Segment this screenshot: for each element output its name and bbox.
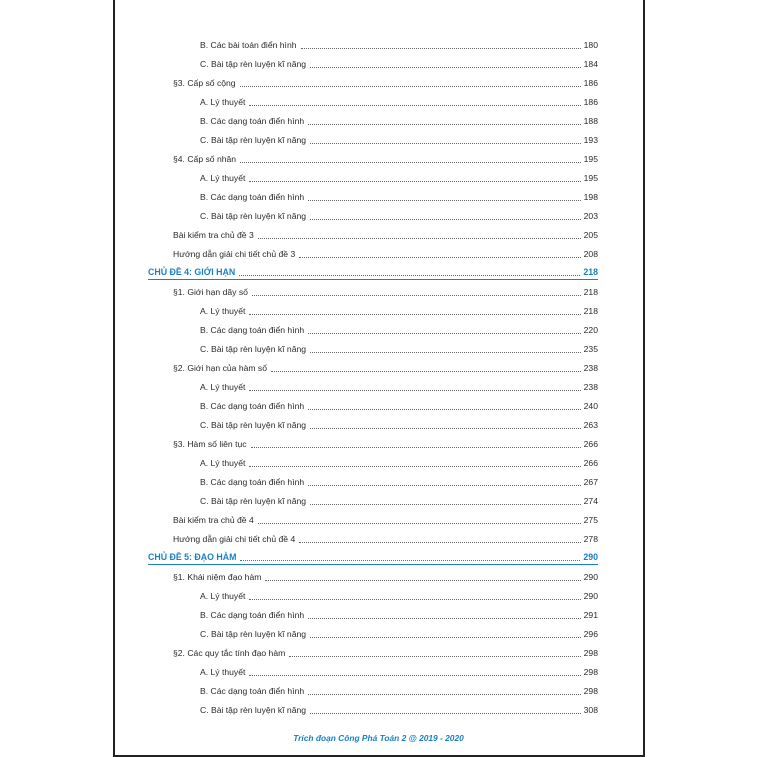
- toc-dot-leader: [258, 238, 581, 239]
- toc-entry-title: Hướng dẫn giải chi tiết chủ đề 4: [173, 534, 296, 544]
- toc-entry-title: B. Các dạng toán điển hình: [200, 401, 305, 411]
- toc-entry-row: [148, 660, 598, 679]
- page-left-edge: [113, 0, 115, 757]
- toc-entry-title: C. Bài tập rèn luyện kĩ năng: [200, 629, 307, 639]
- toc-page-number: 275: [583, 515, 598, 525]
- toc-dot-leader: [308, 618, 580, 619]
- toc-entry-row: [148, 432, 598, 451]
- toc-entry-row: [148, 71, 598, 90]
- toc-entry-row: [148, 109, 598, 128]
- toc-entry-row: [148, 185, 598, 204]
- toc-entry-title: B. Các dạng toán điển hình: [200, 477, 305, 487]
- toc-dot-leader: [249, 181, 580, 182]
- toc-dot-leader: [310, 219, 581, 220]
- toc-entry-row: [148, 147, 598, 166]
- page-footer: Trích đoạn Công Phá Toán 2 @ 2019 - 2020: [293, 733, 464, 743]
- toc-entry-title: §2. Các quy tắc tính đạo hàm: [173, 648, 286, 658]
- toc-dot-leader: [308, 333, 580, 334]
- toc-page-number: 296: [583, 629, 598, 639]
- toc-entry-title: §3. Hàm số liên tục: [173, 439, 247, 449]
- toc-entry-row: [148, 451, 598, 470]
- toc-page-number: 180: [583, 40, 598, 50]
- toc-entry-row: [148, 584, 598, 603]
- toc-dot-leader: [249, 599, 580, 600]
- toc-page-number: 290: [583, 552, 598, 562]
- toc-entry-row: [148, 280, 598, 299]
- toc-dot-leader: [308, 694, 580, 695]
- toc-dot-leader: [271, 371, 581, 372]
- toc-page-number: 238: [583, 382, 598, 392]
- toc-entry-title: B. Các dạng toán điển hình: [200, 116, 305, 126]
- toc-dot-leader: [289, 656, 580, 657]
- toc-dot-leader: [310, 428, 581, 429]
- toc-dot-leader: [310, 67, 581, 68]
- toc-dot-leader: [310, 143, 581, 144]
- page-right-edge: [643, 0, 645, 757]
- table-of-contents: [148, 33, 598, 717]
- toc-entry-row: [148, 223, 598, 242]
- toc-dot-leader: [299, 257, 580, 258]
- toc-page-number: 184: [583, 59, 598, 69]
- toc-chapter-row: [148, 546, 598, 565]
- toc-entry-title: CHỦ ĐỀ 4: GIỚI HẠN: [148, 267, 236, 277]
- toc-entry-row: [148, 603, 598, 622]
- toc-dot-leader: [310, 713, 581, 714]
- toc-entry-title: C. Bài tập rèn luyện kĩ năng: [200, 496, 307, 506]
- toc-dot-leader: [310, 504, 581, 505]
- toc-entry-title: §4. Cấp số nhân: [173, 154, 237, 164]
- toc-dot-leader: [251, 447, 581, 448]
- toc-entry-title: B. Các dạng toán điển hình: [200, 325, 305, 335]
- toc-page-number: 298: [583, 686, 598, 696]
- toc-entry-row: [148, 413, 598, 432]
- toc-page-number: 267: [583, 477, 598, 487]
- toc-dot-leader: [310, 352, 581, 353]
- toc-entry-title: C. Bài tập rèn luyện kĩ năng: [200, 59, 307, 69]
- toc-page-number: 203: [583, 211, 598, 221]
- toc-page-number: 235: [583, 344, 598, 354]
- toc-entry-title: §1. Khái niệm đạo hàm: [173, 572, 262, 582]
- toc-entry-title: A. Lý thuyết: [200, 306, 246, 316]
- toc-dot-leader: [240, 86, 581, 87]
- toc-entry-title: A. Lý thuyết: [200, 667, 246, 677]
- toc-dot-leader: [249, 105, 580, 106]
- toc-dot-leader: [239, 275, 580, 276]
- toc-entry-row: [148, 128, 598, 147]
- toc-entry-row: [148, 622, 598, 641]
- toc-page-number: 240: [583, 401, 598, 411]
- toc-dot-leader: [258, 523, 581, 524]
- toc-dot-leader: [252, 295, 581, 296]
- toc-entry-title: C. Bài tập rèn luyện kĩ năng: [200, 135, 307, 145]
- toc-entry-title: A. Lý thuyết: [200, 591, 246, 601]
- toc-entry-title: B. Các dạng toán điển hình: [200, 686, 305, 696]
- toc-entry-row: [148, 337, 598, 356]
- toc-dot-leader: [249, 466, 580, 467]
- toc-entry-row: [148, 394, 598, 413]
- toc-page-number: 278: [583, 534, 598, 544]
- toc-dot-leader: [249, 314, 580, 315]
- toc-entry-row: [148, 698, 598, 717]
- toc-entry-row: [148, 356, 598, 375]
- toc-entry-title: C. Bài tập rèn luyện kĩ năng: [200, 420, 307, 430]
- toc-dot-leader: [310, 637, 581, 638]
- toc-dot-leader: [240, 560, 580, 561]
- toc-entry-row: [148, 90, 598, 109]
- toc-dot-leader: [265, 580, 580, 581]
- toc-entry-row: [148, 679, 598, 698]
- toc-entry-row: [148, 204, 598, 223]
- toc-dot-leader: [308, 200, 580, 201]
- toc-entry-title: C. Bài tập rèn luyện kĩ năng: [200, 211, 307, 221]
- toc-entry-row: [148, 52, 598, 71]
- toc-entry-row: [148, 470, 598, 489]
- toc-page-number: 195: [583, 154, 598, 164]
- toc-entry-title: A. Lý thuyết: [200, 173, 246, 183]
- toc-dot-leader: [240, 162, 581, 163]
- toc-dot-leader: [308, 124, 580, 125]
- toc-page-number: 220: [583, 325, 598, 335]
- toc-page-number: 298: [583, 648, 598, 658]
- toc-entry-title: C. Bài tập rèn luyện kĩ năng: [200, 705, 307, 715]
- toc-dot-leader: [308, 409, 580, 410]
- toc-dot-leader: [249, 675, 580, 676]
- toc-page-number: 274: [583, 496, 598, 506]
- toc-entry-title: §3. Cấp số cộng: [173, 78, 236, 88]
- toc-chapter-row: [148, 261, 598, 280]
- toc-page-number: 263: [583, 420, 598, 430]
- toc-page-number: 308: [583, 705, 598, 715]
- toc-dot-leader: [308, 485, 580, 486]
- toc-entry-row: [148, 318, 598, 337]
- toc-entry-title: CHỦ ĐỀ 5: ĐẠO HÀM: [148, 552, 237, 562]
- toc-entry-title: Bài kiểm tra chủ đề 4: [173, 515, 254, 525]
- toc-entry-row: [148, 33, 598, 52]
- toc-page-number: 218: [583, 287, 598, 297]
- toc-entry-title: §2. Giới hạn của hàm số: [173, 363, 268, 373]
- toc-page-number: 298: [583, 667, 598, 677]
- toc-page-number: 208: [583, 249, 598, 259]
- toc-page-number: 195: [583, 173, 598, 183]
- toc-entry-title: A. Lý thuyết: [200, 382, 246, 392]
- toc-entry-title: §1. Giới hạn dãy số: [173, 287, 248, 297]
- toc-page-number: 290: [583, 591, 598, 601]
- toc-dot-leader: [301, 48, 581, 49]
- toc-page-number: 193: [583, 135, 598, 145]
- toc-page-number: 205: [583, 230, 598, 240]
- toc-entry-row: [148, 375, 598, 394]
- toc-page-number: 238: [583, 363, 598, 373]
- toc-dot-leader: [249, 390, 580, 391]
- toc-entry-title: B. Các dạng toán điển hình: [200, 192, 305, 202]
- toc-entry-row: [148, 508, 598, 527]
- toc-entry-title: A. Lý thuyết: [200, 97, 246, 107]
- toc-page-number: 291: [583, 610, 598, 620]
- toc-page-number: 218: [583, 267, 598, 277]
- toc-entry-row: [148, 299, 598, 318]
- toc-page-number: 186: [583, 78, 598, 88]
- toc-entry-row: [148, 166, 598, 185]
- toc-entry-title: Hướng dẫn giải chi tiết chủ đề 3: [173, 249, 296, 259]
- toc-dot-leader: [299, 542, 580, 543]
- toc-entry-title: B. Các bài toán điển hình: [200, 40, 297, 50]
- toc-entry-title: C. Bài tập rèn luyện kĩ năng: [200, 344, 307, 354]
- toc-entry-row: [148, 489, 598, 508]
- toc-entry-row: [148, 565, 598, 584]
- toc-page-number: 266: [583, 458, 598, 468]
- toc-page-number: 186: [583, 97, 598, 107]
- toc-entry-row: [148, 527, 598, 546]
- toc-page-number: 218: [583, 306, 598, 316]
- toc-entry-title: A. Lý thuyết: [200, 458, 246, 468]
- toc-entry-row: [148, 242, 598, 261]
- toc-page-number: 188: [583, 116, 598, 126]
- toc-entry-row: [148, 641, 598, 660]
- toc-page-number: 198: [583, 192, 598, 202]
- toc-page-number: 266: [583, 439, 598, 449]
- toc-entry-title: B. Các dạng toán điển hình: [200, 610, 305, 620]
- toc-page-number: 290: [583, 572, 598, 582]
- toc-entry-title: Bài kiểm tra chủ đề 3: [173, 230, 254, 240]
